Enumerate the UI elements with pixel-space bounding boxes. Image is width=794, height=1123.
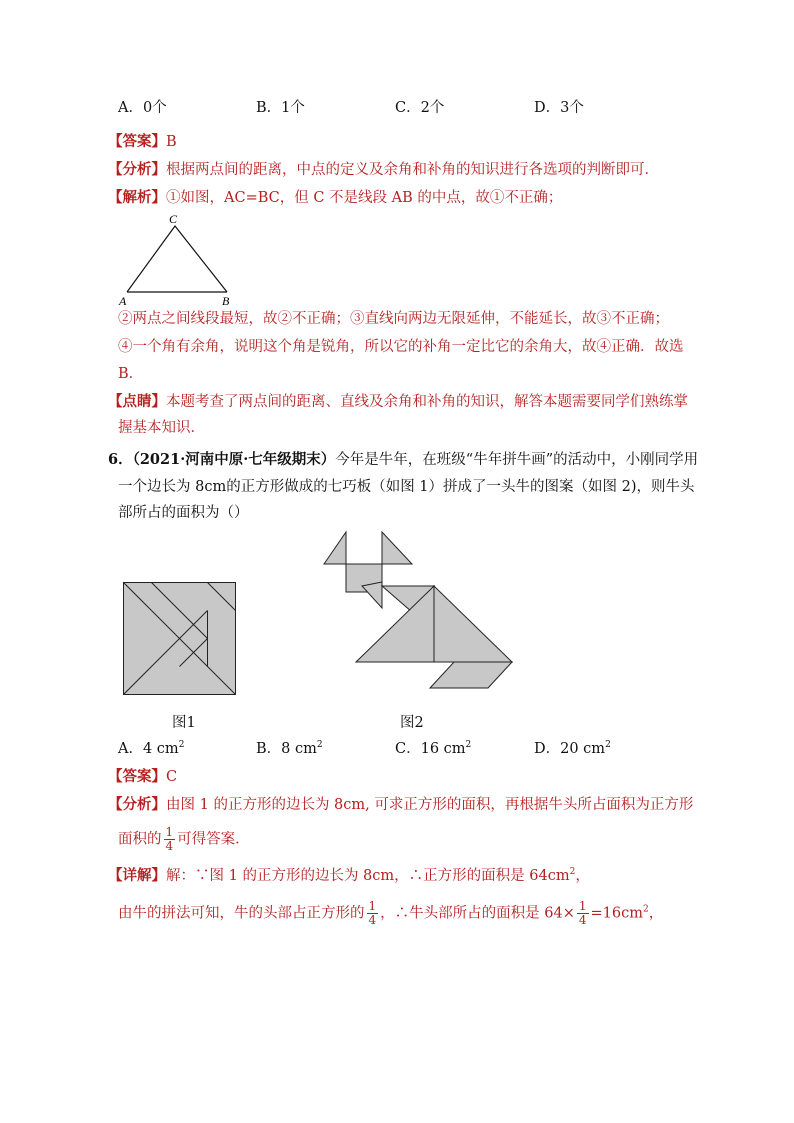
fraction-one-quarter-2 (367, 900, 379, 927)
q5-comment-line-2: 握基本知识． (118, 420, 205, 436)
q6-answer-tag: 【答案】 (108, 768, 166, 785)
q6-option-b-sup: 2 (316, 740, 323, 751)
q6-option-d-sup: 2 (605, 740, 611, 751)
q6-analysis-line-2 (118, 826, 250, 853)
q6-analysis-text-1: 由图 1 的正方形的边长为 8cm, 可求正方形的面积，再根据牛头所占面积为正方形 (166, 797, 694, 813)
fraction-denominator-3: 4 (578, 913, 587, 927)
q6-detail-line-1 (108, 866, 590, 886)
q6-option-b (256, 739, 323, 759)
q6-analysis-line-1 (108, 795, 693, 815)
q5-comment-line-1 (108, 392, 688, 412)
q6-detail-text-2b: ，∴牛头部所占的面积是 64× (380, 905, 575, 922)
analysis-text: 根据两点间的距离，中点的定义及余角和补角的知识进行各选项的判断即可． (166, 162, 659, 178)
q5-option-b: B．1个 (256, 100, 305, 116)
fraction-one-quarter-3 (577, 900, 589, 927)
analysis-tag: 【分析】 (108, 161, 166, 178)
q6-detail-sup-1: 2 (569, 867, 576, 878)
solution-tag: 【解析】 (108, 189, 166, 206)
q5-option-d: D．3个 (534, 100, 584, 116)
tangram-ox-figure (320, 528, 520, 693)
q6-option-c (395, 739, 471, 759)
vertex-c-label: C (169, 212, 178, 226)
figure-2-caption: 图2 (400, 715, 424, 731)
fraction-numerator: 1 (165, 825, 174, 839)
q6-answer-value: C (166, 769, 178, 785)
q6-detail-text-2d: ， (648, 905, 664, 922)
answer-tag: 【答案】 (108, 133, 166, 150)
q6-option-d (534, 739, 611, 759)
q6-stem-text-1: 今年是牛年，在班级“牛年拼牛画”的活动中，小刚同学用 (335, 452, 699, 468)
triangle-figure (115, 208, 245, 308)
q6-option-a-text: A．4 cm (118, 741, 179, 757)
vertex-a-label: A (119, 294, 127, 308)
q6-answer-line (108, 767, 177, 787)
figure-1-caption: 图1 (172, 715, 196, 731)
solution-text-1: ①如图，AC=BC，但 C 不是线段 AB 的中点，故①不正确； (166, 190, 563, 206)
fraction-one-quarter (164, 826, 176, 853)
q6-number-source: 6．（2021·河南中原·七年级期末） (108, 451, 336, 468)
comment-tag: 【点睛】 (108, 393, 166, 410)
q6-option-c-text: C．16 cm (395, 741, 466, 757)
q6-stem-line-1 (108, 450, 698, 470)
answer-value: B (166, 134, 177, 150)
q6-option-d-text: D．20 cm (534, 741, 606, 757)
q5-answer-line (108, 132, 177, 152)
q6-detail-line-2 (118, 900, 663, 927)
q5-option-c: C．2个 (395, 100, 445, 116)
q6-option-a (118, 739, 184, 759)
q6-detail-text-2a: 由牛的拼法可知，牛的头部占正方形的 (118, 905, 365, 922)
q6-detail-text-1b: ， (575, 868, 590, 884)
q5-solution-line-1 (108, 188, 562, 208)
q5-option-a: A．0个 (118, 100, 167, 116)
q6-detail-sup-2: 2 (642, 904, 649, 915)
q6-stem-line-3: 部所占的面积为（） (118, 505, 249, 521)
tangram-square-figure (123, 582, 237, 696)
vertex-b-label: B (222, 294, 230, 308)
q5-solution-line-2: ②两点之间线段最短，故②不正确；③直线向两边无限延伸，不能延长，故③不正确； (118, 311, 669, 327)
fraction-numerator-2: 1 (368, 899, 377, 913)
q6-analysis-text-2b: 可得答案． (177, 831, 250, 848)
q6-option-b-text: B．8 cm (256, 741, 317, 757)
q6-detail-tag: 【详解】 (108, 867, 166, 884)
q6-option-a-sup: 2 (178, 740, 185, 751)
q5-solution-line-3: ④一个角有余角，说明这个角是锐角，所以它的补角一定比它的余角大，故④正确．故选 (118, 339, 684, 355)
q6-analysis-tag: 【分析】 (108, 796, 166, 813)
q6-analysis-text-2a: 面积的 (118, 831, 162, 848)
q5-solution-line-4: B． (118, 366, 144, 382)
q6-stem-line-2: 一个边长为 8cm的正方形做成的七巧板（如图 1）拼成了一头牛的图案（如图 2)，则牛头 (118, 479, 695, 495)
fraction-denominator-2: 4 (368, 913, 377, 927)
q5-analysis-line (108, 160, 659, 180)
fraction-numerator-3: 1 (578, 899, 587, 913)
q6-detail-text-1a: 解：∵图 1 的正方形的边长为 8cm，∴正方形的面积是 64cm (166, 868, 570, 884)
q6-detail-text-2c: =16cm (590, 905, 643, 922)
comment-text-1: 本题考查了两点间的距离、直线及余角和补角的知识，解答本题需要同学们熟练掌 (166, 394, 688, 410)
fraction-denominator: 4 (165, 839, 174, 853)
q6-option-c-sup: 2 (465, 740, 472, 751)
